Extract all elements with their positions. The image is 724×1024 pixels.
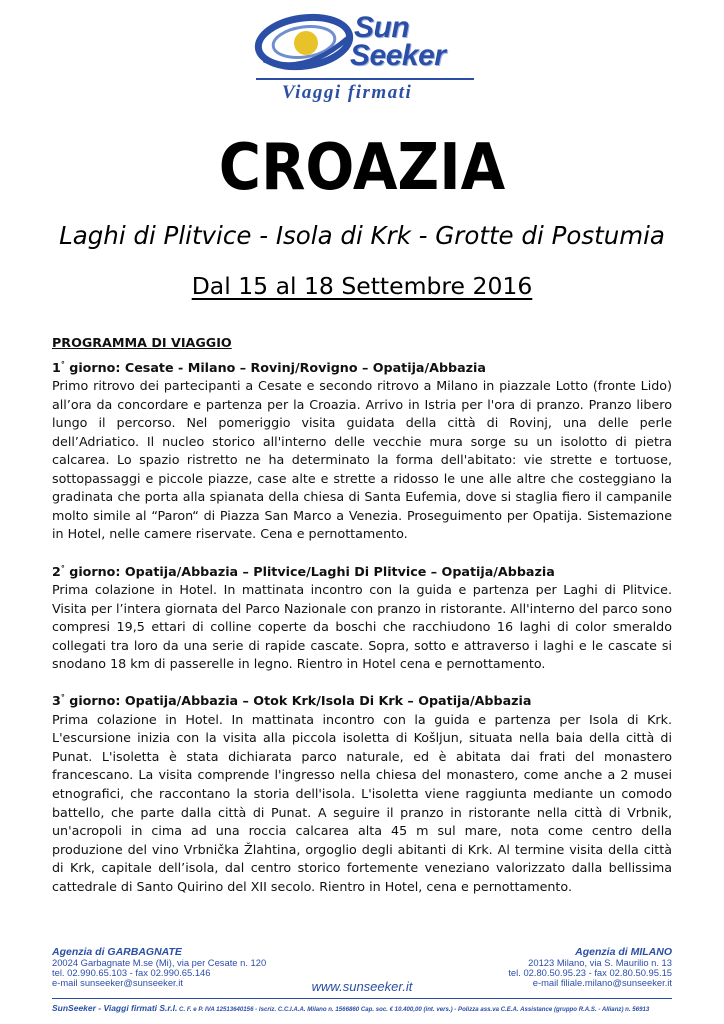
degree-mark: °	[60, 359, 65, 369]
agency-address: 20123 Milano, via S. Maurilio n. 13	[528, 957, 672, 968]
agency-email[interactable]: e-mail filiale.milano@sunseeker.it	[532, 977, 672, 989]
day-title	[52, 692, 672, 711]
day-description: Primo ritrovo dei partecipanti a Cesate e secondo ritrovo a Milano in piazzale Lotto (fronte Lido) all’ora da concordare e partenza per la Croazia. Arrivo in Istria per l'ora di pranzo. Pranzo libero lungo il percorso. Nel pomeriggio visita guidata della città di Rovinj, una delle perle dell’Adriatico. Il nucleo storico all'interno delle vecchie mura sorge su un isolotto di pietra calcarea. Lo spazio ristretto ne ha determinato la forma dell'abitato: vie strette e tortuose, sottopassaggi e piccole piazze, case alte e strette a ridosso le une alle altre che costeggiano la gradinata che porta alla spianata della chiesa di Santa Eufemia, dove si staglia fiero il campanile molto simile al “Paron“ di Piazza San Marco a Venezia. Proseguimento per Opatija. Sistemazione in Hotel, nelle camere riservate. Cena e pernottamento.	[52, 378, 672, 542]
company-name: SunSeeker - Viaggi firmati S.r.l.	[52, 1003, 178, 1013]
legal-info	[52, 1004, 692, 1014]
footer-divider	[52, 998, 672, 999]
logo-brand-line2: Seeker	[350, 39, 446, 72]
sunseeker-logo	[252, 8, 482, 103]
day-title-text: giorno: Opatija/Abbazia – Otok Krk/Isola Di Krk – Opatija/Abbazia	[64, 693, 532, 709]
agency-title: Agenzia di GARBAGNATE	[52, 946, 182, 958]
website-link[interactable]: www.sunseeker.it	[311, 979, 413, 994]
degree-mark: °	[60, 563, 65, 573]
day-2	[52, 563, 672, 674]
agency-email[interactable]: e-mail sunseeker@sunseeker.it	[52, 977, 183, 989]
day-title	[52, 563, 672, 582]
page-footer	[52, 946, 672, 1020]
agency-address: 20024 Garbagnate M.se (Mi), via per Cesate n. 120	[52, 957, 267, 968]
page-title: CROAZIA	[218, 131, 506, 205]
day-title-text: giorno: Cesate - Milano – Rovinj/Rovigno – Opatija/Abbazia	[64, 359, 486, 375]
trip-dates-text: Dal 15 al 18 Settembre 2016	[191, 272, 533, 300]
day-description: Prima colazione in Hotel. In mattinata incontro con la guida e partenza per Isola di Krk. L'escursione inizia con la visita alla piccola isoletta di Košljun, situata nella baia della città di Punat. L'isoletta è stata dichiarata parco naturale, ed è abitata dai frati del monastero francescano. La visita comprende l'ingresso nella chiesa del monastero, come anche a 2 musei etnografici, che raccontano la storia dell'isola. L'isoletta viene raggiunta mediante un comodo battello, che parte dalla città di Punat. A seguire il pranzo in ristorante nella città di Vrbnik, un'acropoli in cima ad una roccia calcarea alta 45 m sul mare, nota come centro della produzione del vino Vrbnička Žlahtina, orgoglio degli abitanti di Krk. Al termine visita della città di Krk, capitale dell’isola, dal centro storico fortemente veneziano valorizzato dalla bellissima cattedrale di Santo Quirino del XII secolo. Rientro in Hotel, cena e pernottamento.	[52, 711, 672, 894]
day-number: 3	[52, 693, 61, 709]
agency-phone: tel. 02.990.65.103 - fax 02.990.65.146	[52, 967, 211, 979]
day-1	[52, 359, 672, 544]
legal-text: C. F. e P. IVA 12513640156 - Iscriz. C.C.I.A.A. Milano n. 1566860 Cap. soc. € 10.400,00 (int. vers.) - Polizza ass.va C.E.A. Assistance (gruppo R.A.S. - Allianz) n. 56913	[179, 1006, 650, 1013]
day-number: 1	[52, 359, 61, 375]
logo-brand-line1: Sun	[354, 11, 410, 44]
page-subtitle: Laghi di Plitvice - Isola di Krk - Grotte di Postumia	[59, 221, 665, 250]
degree-mark: °	[60, 693, 65, 703]
trip-dates	[0, 268, 724, 304]
day-title	[52, 359, 672, 378]
agency-phone: tel. 02.80.50.95.23 - fax 02.80.50.95.15	[508, 967, 672, 979]
sun-swoosh-icon	[252, 8, 362, 78]
day-3	[52, 692, 672, 896]
day-description: Prima colazione in Hotel. In mattinata incontro con la guida e partenza per Laghi di Plitvice. Visita per l’intera giornata del Parco Nazionale con pranzo in ristorante. All'interno del parco sono compresi 19,5 ettari di colline coperte da boschi che racchiudono 16 laghi di color smeraldo collegati tra loro da una serie di rapide cascate. Sopra, sotto e attraverso i laghi e le cascate si snodano 18 km di passerelle in legno. Rientro in Hotel cena e pernottamento.	[52, 582, 672, 672]
program-heading: PROGRAMMA DI VIAGGIO	[52, 335, 232, 350]
day-number: 2	[52, 563, 61, 579]
logo-divider	[256, 78, 474, 80]
logo-tagline: Viaggi firmati	[282, 82, 413, 103]
logo-wordmark	[350, 11, 446, 72]
agency-title: Agenzia di MILANO	[575, 946, 672, 958]
program-content	[52, 334, 672, 915]
day-title-text: giorno: Opatija/Abbazia – Plitvice/Laghi Di Plitvice – Opatija/Abbazia	[64, 563, 555, 579]
